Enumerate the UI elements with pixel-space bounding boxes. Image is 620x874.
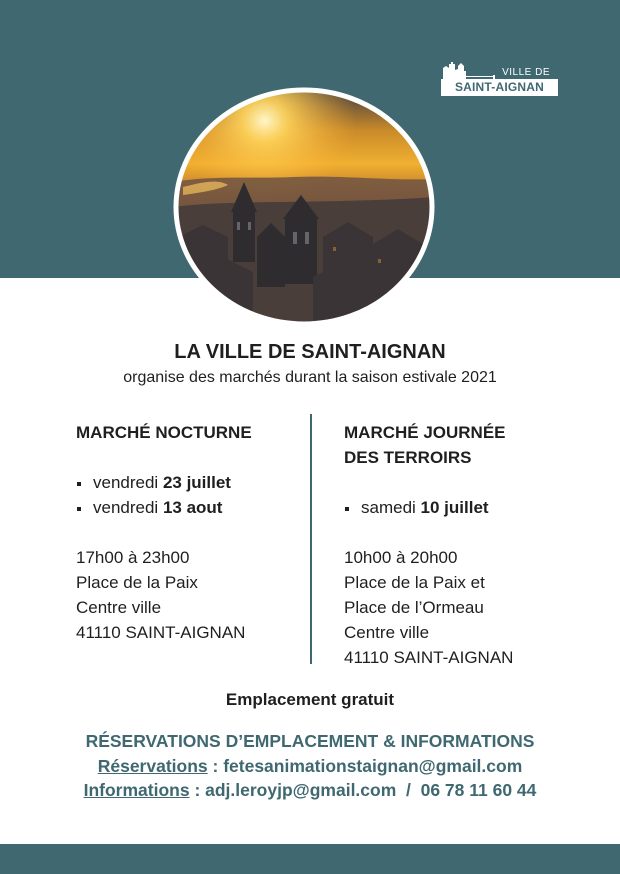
informations-contact[interactable]: : adj.leroyjp@gmail.com / 06 78 11 60 44 (189, 780, 537, 800)
market-nocturne-column (76, 420, 301, 645)
market-nocturne-heading: MARCHÉ NOCTURNE (76, 423, 252, 442)
reservations-line (0, 756, 620, 777)
footer-band (0, 844, 620, 874)
market-nocturne-area: Centre ville (76, 598, 162, 617)
market-nocturne-hours: 17h00 à 23h00 (76, 548, 190, 567)
date-item (76, 470, 301, 495)
date-value: 23 juillet (162, 473, 231, 492)
reservations-label: Réservations (97, 756, 208, 776)
market-terroirs-place-line1: Place de la Paix et (344, 573, 485, 592)
contact-title: RÉSERVATIONS D’EMPLACEMENT & INFORMATIONS (85, 731, 535, 751)
page-subtitle: organise des marchés durant la saison estivale 2021 (123, 369, 497, 386)
market-terroirs-column (344, 420, 584, 670)
market-terroirs-heading-line2: DES TERROIRS (344, 448, 472, 467)
column-divider (310, 414, 312, 664)
market-nocturne-place: Place de la Paix (76, 573, 198, 592)
town-sunset-photo (173, 87, 435, 327)
informations-label: Informations (83, 780, 190, 800)
market-nocturne-dates (76, 470, 301, 520)
date-day: vendredi (93, 498, 163, 517)
market-terroirs-place-line2: Place de l’Ormeau (344, 598, 484, 617)
market-terroirs-dates (344, 495, 584, 520)
market-terroirs-heading-line1: MARCHÉ JOURNÉE (344, 423, 506, 442)
market-terroirs-city: 41110 SAINT-AIGNAN (344, 648, 514, 667)
logo-text-ville-de: VILLE DE (502, 67, 550, 78)
city-logo (441, 58, 558, 96)
date-value: 10 juillet (420, 498, 489, 517)
informations-line (0, 780, 620, 801)
page-title: LA VILLE DE SAINT-AIGNAN (174, 341, 446, 363)
date-item (76, 495, 301, 520)
date-item (344, 495, 584, 520)
date-value: 13 aout (162, 498, 223, 517)
free-spot-notice: Emplacement gratuit (225, 690, 395, 709)
logo-text-saint-aignan: SAINT-AIGNAN (441, 79, 558, 96)
date-day: vendredi (93, 473, 163, 492)
market-terroirs-area: Centre ville (344, 623, 430, 642)
reservations-email[interactable]: : fetesanimationstaignan@gmail.com (207, 756, 523, 776)
market-terroirs-hours: 10h00 à 20h00 (344, 548, 458, 567)
market-nocturne-city: 41110 SAINT-AIGNAN (76, 623, 246, 642)
date-day: samedi (361, 498, 421, 517)
